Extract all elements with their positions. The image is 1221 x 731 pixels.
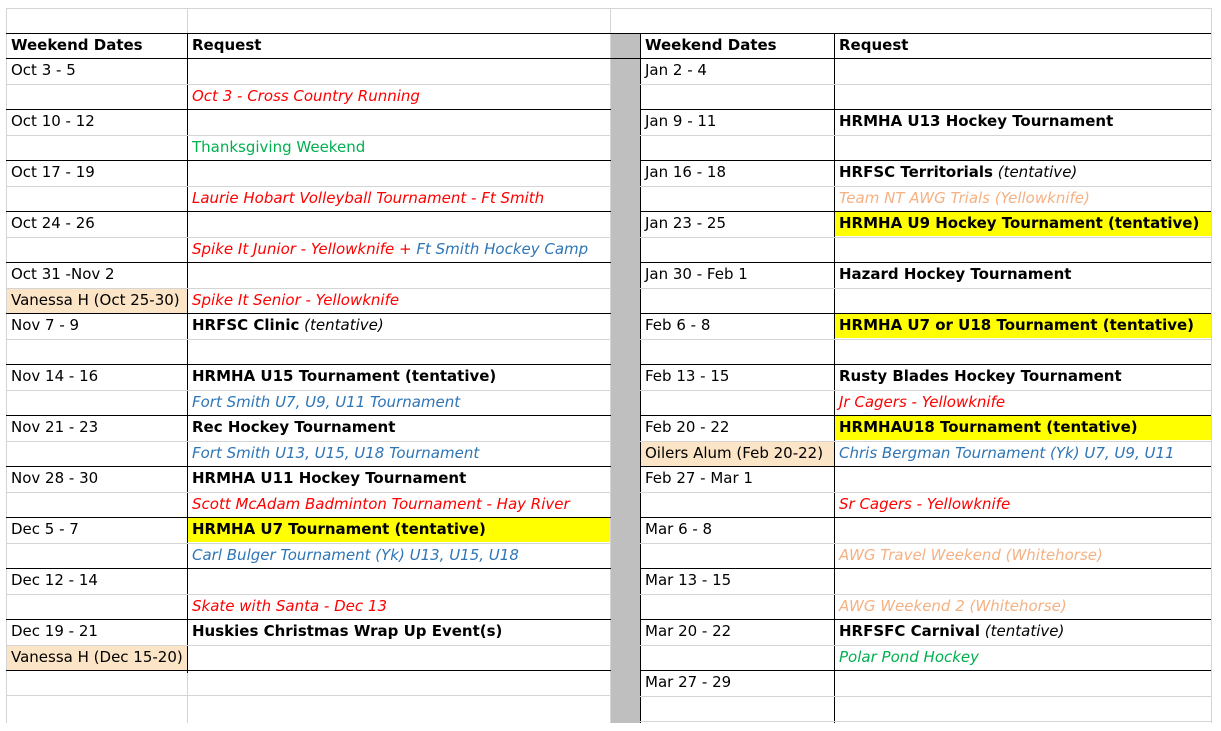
grid-line (640, 594, 1211, 595)
request-text: Chris Bergman Tournament (Yk) U7, U9, U11 (839, 444, 1175, 462)
grid-line (640, 262, 1211, 263)
grid-line (187, 33, 188, 673)
left-date: Dec 12 - 14 (11, 571, 98, 589)
right-request-primary (835, 109, 1211, 134)
grid-line (6, 415, 611, 416)
grid-line (6, 645, 611, 646)
grid-line (6, 568, 611, 569)
grid-line (640, 313, 1211, 314)
request-text: HRMHA U9 Hockey Tournament (tentative) (839, 214, 1200, 232)
grid-line (6, 543, 611, 544)
grid-line (640, 364, 1211, 365)
right-request-secondary (835, 186, 1211, 211)
grid-line (6, 33, 1211, 34)
grid-line (6, 695, 611, 696)
request-text: Carl Bulger Tournament (Yk) U13, U15, U18 (192, 546, 519, 564)
grid-line (640, 211, 1211, 212)
grid-line (6, 135, 611, 136)
right-request-primary (835, 364, 1211, 389)
request-text: HRFSFC Carnival (839, 622, 981, 640)
right-request-primary (835, 160, 1211, 185)
grid-line (6, 466, 611, 467)
right-request-primary (835, 211, 1211, 236)
left-date: Nov 14 - 16 (11, 367, 99, 385)
column-separator (611, 33, 640, 723)
left-request-secondary (188, 492, 610, 517)
left-date: Dec 19 - 21 (11, 622, 98, 640)
grid-line (6, 441, 611, 442)
left-request-secondary (188, 441, 610, 466)
right-date: Feb 27 - Mar 1 (645, 469, 753, 487)
grid-line (640, 339, 1211, 340)
left-request-secondary (188, 594, 610, 619)
right-request-secondary (835, 543, 1211, 568)
left-date: Oct 31 -Nov 2 (11, 265, 115, 283)
grid-line (640, 696, 1211, 697)
request-text: HRFSC Clinic (192, 316, 300, 334)
left-date: Dec 5 - 7 (11, 520, 79, 538)
request-text: AWG Weekend 2 (Whitehorse) (839, 597, 1067, 615)
right-date: Jan 30 - Feb 1 (645, 265, 748, 283)
request-text: Jr Cagers - Yellowknife (839, 393, 1006, 411)
right-header-request: Request (839, 36, 909, 54)
left-date: Nov 7 - 9 (11, 316, 80, 334)
right-date: Jan 16 - 18 (645, 163, 727, 181)
left-request-secondary (188, 135, 610, 160)
request-text: Thanksgiving Weekend (192, 138, 366, 156)
left-date: Oct 24 - 26 (11, 214, 95, 232)
right-date: Jan 23 - 25 (645, 214, 727, 232)
left-request-primary (188, 466, 610, 491)
left-request-secondary (188, 543, 610, 568)
grid-line (640, 186, 1211, 187)
request-text: HRMHA U13 Hockey Tournament (839, 112, 1114, 130)
grid-line (640, 492, 1211, 493)
request-text: HRMHAU18 Tournament (tentative) (839, 418, 1138, 436)
right-request-secondary (835, 594, 1211, 619)
grid-line (640, 135, 1211, 136)
request-text: Huskies Christmas Wrap Up Event(s) (192, 622, 503, 640)
grid-line (187, 8, 188, 33)
right-date: Feb 13 - 15 (645, 367, 730, 385)
left-date: Oct 10 - 12 (11, 112, 95, 130)
request-text: Hazard Hockey Tournament (839, 265, 1072, 283)
request-text: Team NT AWG Trials (Yellowknife) (839, 189, 1090, 207)
grid-line (640, 160, 1211, 161)
grid-line (6, 390, 611, 391)
right-date: Feb 20 - 22 (645, 418, 730, 436)
request-text: Skate with Santa - Dec 13 (192, 597, 387, 615)
request-qualifier: (tentative) (299, 316, 384, 334)
right-date: Mar 13 - 15 (645, 571, 732, 589)
right-request-secondary (835, 645, 1211, 670)
request-text: Sr Cagers - Yellowknife (839, 495, 1011, 513)
request-text: Rec Hockey Tournament (192, 418, 396, 436)
grid-line (640, 390, 1211, 391)
left-note: Vanessa H (Dec 15-20) (7, 645, 187, 670)
left-date: Oct 17 - 19 (11, 163, 95, 181)
right-request-secondary (835, 492, 1211, 517)
request-text: Spike It Junior - Yellowknife + (192, 240, 417, 258)
right-date: Jan 2 - 4 (645, 61, 707, 79)
grid-line (640, 237, 1211, 238)
right-header-dates: Weekend Dates (645, 36, 777, 54)
request-text: Scott McAdam Badminton Tournament - Hay River (192, 495, 570, 513)
left-request-secondary (188, 288, 610, 313)
grid-line (6, 109, 611, 110)
left-header-request: Request (192, 36, 262, 54)
request-text: Fort Smith U13, U15, U18 Tournament (192, 444, 480, 462)
left-request-primary (188, 517, 610, 542)
left-request-secondary (188, 390, 610, 415)
grid-line (640, 109, 1211, 110)
grid-line (640, 568, 1211, 569)
right-date: Feb 6 - 8 (645, 316, 711, 334)
request-text: Rusty Blades Hockey Tournament (839, 367, 1122, 385)
request-text: HRMHA U7 Tournament (tentative) (192, 520, 486, 538)
grid-line (640, 441, 1211, 442)
grid-line (6, 262, 611, 263)
grid-line (187, 673, 188, 723)
request-qualifier: (tentative) (992, 163, 1078, 181)
grid-line (6, 364, 611, 365)
grid-line (640, 543, 1211, 544)
request-text: HRFSC Territorials (839, 163, 993, 181)
left-request-primary (188, 619, 610, 644)
grid-line (6, 339, 611, 340)
grid-line (6, 84, 611, 85)
request-text: Fort Smith U7, U9, U11 Tournament (192, 393, 461, 411)
right-request-primary (835, 262, 1211, 287)
grid-line (6, 492, 611, 493)
grid-line (640, 670, 1211, 671)
left-date: Nov 21 - 23 (11, 418, 99, 436)
right-request-primary (835, 619, 1211, 644)
request-text: HRMHA U11 Hockey Tournament (192, 469, 467, 487)
grid-line (6, 160, 611, 161)
right-request-primary (835, 415, 1211, 440)
right-date: Mar 20 - 22 (645, 622, 732, 640)
request-text: Ft Smith Hockey Camp (416, 240, 589, 258)
request-text: HRMHA U15 Tournament (tentative) (192, 367, 497, 385)
right-request-secondary (835, 390, 1211, 415)
left-header-dates: Weekend Dates (11, 36, 143, 54)
request-text: Polar Pond Hockey (839, 648, 980, 666)
grid-line (640, 288, 1211, 289)
grid-line (6, 313, 611, 314)
grid-line (640, 517, 1211, 518)
grid-line (640, 721, 1211, 722)
left-note: Vanessa H (Oct 25-30) (7, 288, 187, 313)
left-request-secondary (188, 237, 610, 262)
request-text: Laurie Hobart Volleyball Tournament - Ft Smith (192, 189, 545, 207)
left-request-primary (188, 313, 610, 338)
grid-line (1211, 8, 1212, 723)
right-date: Mar 27 - 29 (645, 673, 732, 691)
grid-line (6, 237, 611, 238)
grid-line (640, 619, 1211, 620)
left-date: Oct 3 - 5 (11, 61, 76, 79)
grid-line (6, 211, 611, 212)
grid-line (6, 670, 611, 671)
right-note: Oilers Alum (Feb 20-22) (641, 441, 834, 466)
grid-line (6, 594, 611, 595)
grid-line (6, 288, 611, 289)
right-date: Jan 9 - 11 (645, 112, 717, 130)
request-text: Oct 3 - Cross Country Running (192, 87, 420, 105)
right-request-primary (835, 313, 1211, 338)
grid-line (6, 619, 611, 620)
request-text: Spike It Senior - Yellowknife (192, 291, 400, 309)
grid-line (640, 415, 1211, 416)
request-text: HRMHA U7 or U18 Tournament (tentative) (839, 316, 1195, 334)
left-date: Nov 28 - 30 (11, 469, 99, 487)
left-request-secondary (188, 84, 610, 109)
grid-line (6, 186, 611, 187)
request-text: AWG Travel Weekend (Whitehorse) (839, 546, 1103, 564)
left-request-secondary (188, 186, 610, 211)
grid-line (6, 517, 611, 518)
grid-line (6, 58, 1211, 59)
grid-line (640, 466, 1211, 467)
right-date: Mar 6 - 8 (645, 520, 713, 538)
grid-line (640, 84, 1211, 85)
request-qualifier: (tentative) (980, 622, 1065, 640)
right-request-secondary (835, 441, 1211, 466)
grid-line (640, 645, 1211, 646)
grid-line (610, 8, 611, 723)
left-request-primary (188, 364, 610, 389)
left-request-primary (188, 415, 610, 440)
